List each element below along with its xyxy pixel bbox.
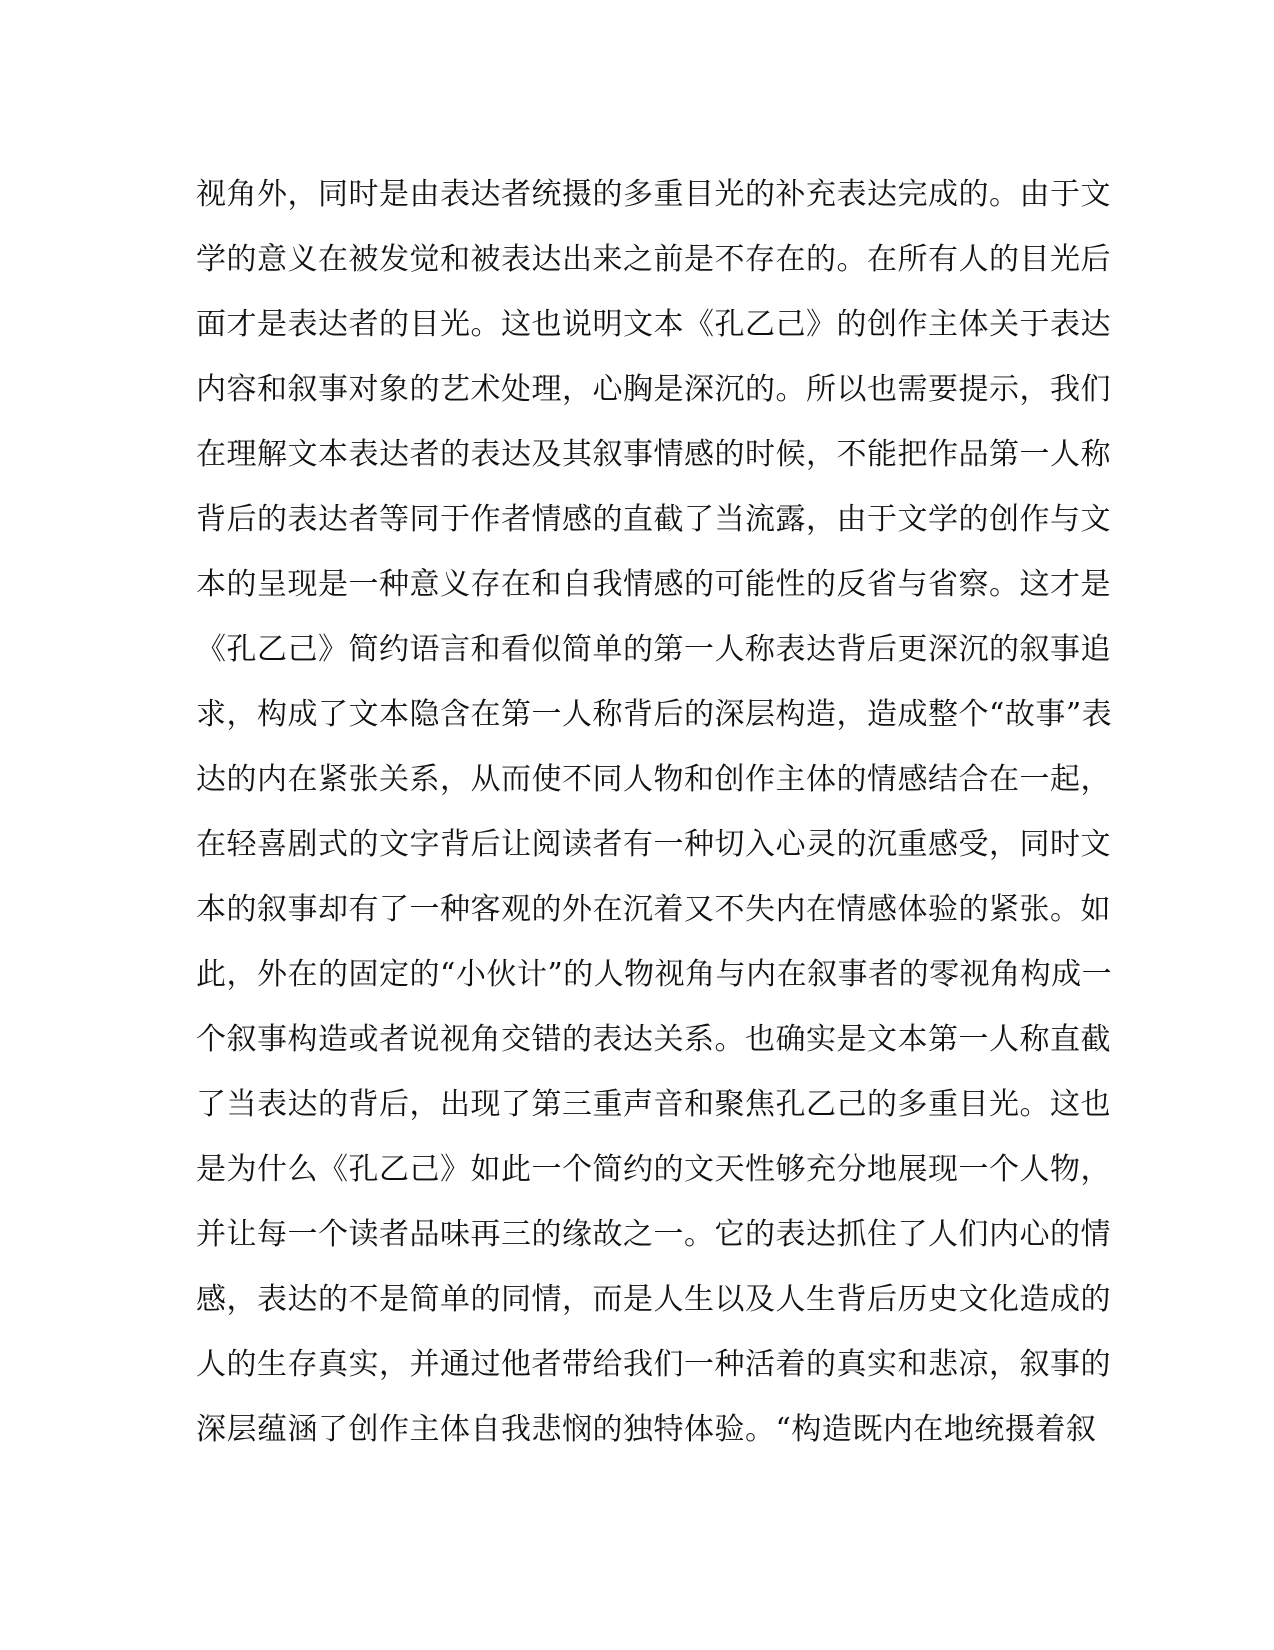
text-line: 深层蕴涵了创作主体自我悲悯的独特体验。“构造既内在地统摄着叙	[196, 1412, 1097, 1447]
text-line: 背后的表达者等同于作者情感的直截了当流露，由于文学的创作与文	[196, 502, 1111, 537]
text-line: 并让每一个读者品味再三的缘故之一。它的表达抓住了人们内心的情	[196, 1217, 1111, 1252]
text-line: 本的叙事却有了一种客观的外在沉着又不失内在情感体验的紧张。如	[196, 892, 1111, 927]
text-line: 是为什么《孔乙己》如此一个简约的文天性够充分地展现一个人物，	[196, 1152, 1111, 1187]
text-line: 在理解文本表达者的表达及其叙事情感的时候，不能把作品第一人称	[196, 437, 1111, 472]
text-line: 内容和叙事对象的艺术处理，心胸是深沉的。所以也需要提示，我们	[196, 372, 1111, 407]
text-line: 求，构成了文本隐含在第一人称背后的深层构造，造成整个“故事”表	[196, 697, 1113, 732]
text-line: 在轻喜剧式的文字背后让阅读者有一种切入心灵的沉重感受，同时文	[196, 827, 1111, 862]
text-line: 学的意义在被发觉和被表达出来之前是不存在的。在所有人的目光后	[196, 242, 1111, 277]
text-line: 此，外在的固定的“小伙计”的人物视角与内在叙事者的零视角构成一	[196, 957, 1113, 992]
text-line: 《孔乙己》简约语言和看似简单的第一人称表达背后更深沉的叙事追	[196, 632, 1111, 667]
text-line: 人的生存真实，并通过他者带给我们一种活着的真实和悲凉，叙事的	[196, 1347, 1111, 1382]
text-line: 本的呈现是一种意义存在和自我情感的可能性的反省与省察。这才是	[196, 567, 1111, 602]
text-line: 面才是表达者的目光。这也说明文本《孔乙己》的创作主体关于表达	[196, 307, 1111, 342]
text-line: 视角外，同时是由表达者统摄的多重目光的补充表达完成的。由于文	[196, 177, 1111, 212]
body-paragraph	[196, 162, 1113, 1462]
text-line: 个叙事构造或者说视角交错的表达关系。也确实是文本第一人称直截	[196, 1022, 1111, 1057]
text-line: 了当表达的背后，出现了第三重声音和聚焦孔乙己的多重目光。这也	[196, 1087, 1111, 1122]
text-line: 感，表达的不是简单的同情，而是人生以及人生背后历史文化造成的	[196, 1282, 1111, 1317]
text-line: 达的内在紧张关系，从而使不同人物和创作主体的情感结合在一起，	[196, 762, 1111, 797]
